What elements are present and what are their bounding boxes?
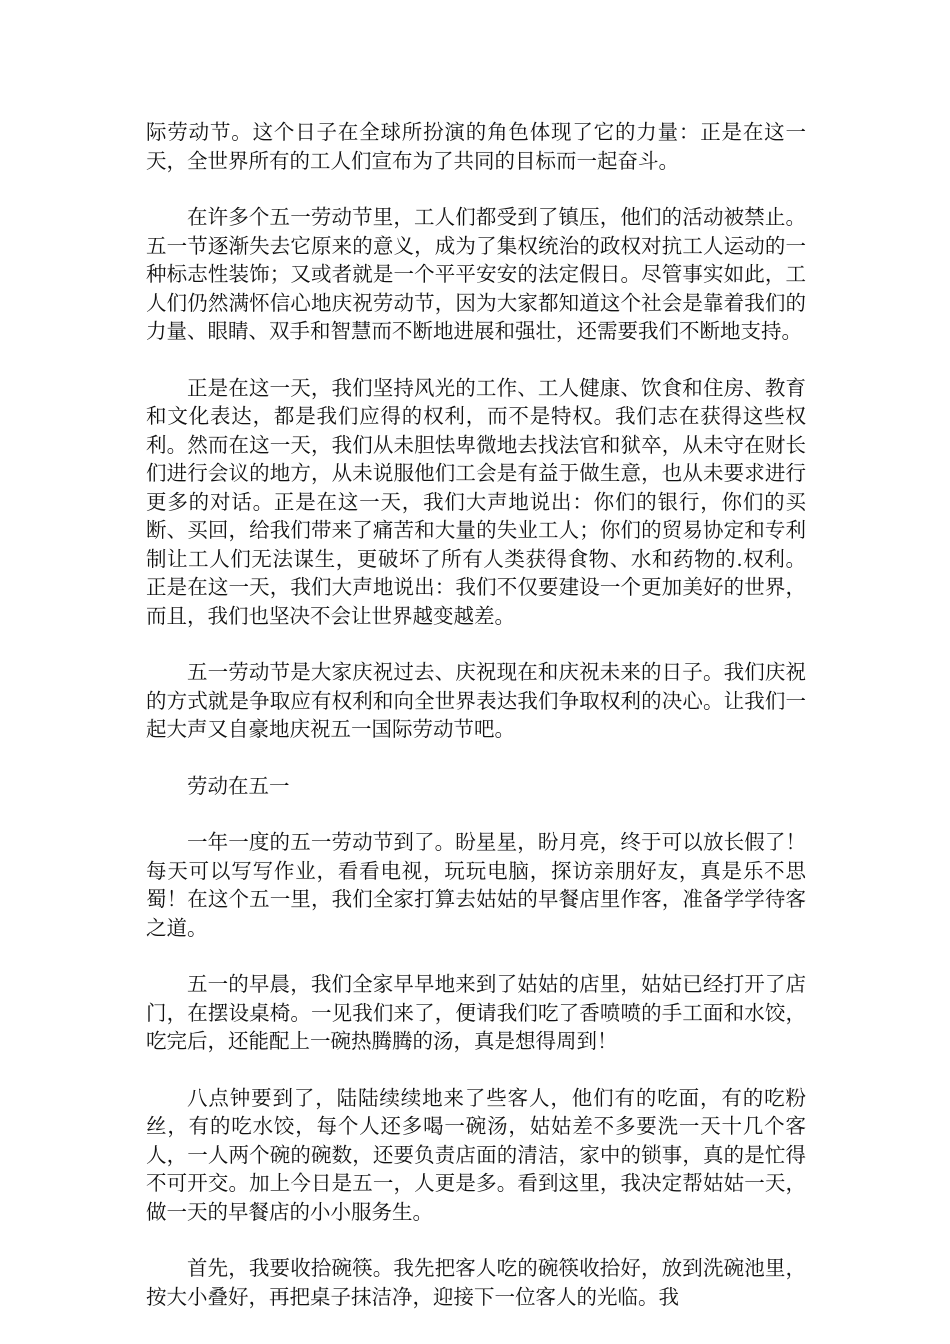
paragraph-suppression: 在许多个五一劳动节里，工人们都受到了镇压，他们的活动被禁止。五一节逐渐失去它原来的意义，成为了集权统治的政权对抗工人运动的一种标志性装饰；又或者就是一个平平安安的法定假日。尽管事实如此，工人们仍然满怀信心地庆祝劳动节，因为大家都知道这个社会是靠着我们的力量、眼睛、双手和智慧而不断地进展和强壮，还需要我们不断地支持。: [146, 205, 806, 343]
paragraph-dishes: 首先，我要收拾碗筷。我先把客人吃的碗筷收拾好，放到洗碗池里，按大小叠好，再把桌子抹洁净，迎接下一位客人的光临。我: [146, 1256, 806, 1309]
paragraph-celebration: 五一劳动节是大家庆祝过去、庆祝现在和庆祝未来的日子。我们庆祝的方式就是争取应有权利和向全世界表达我们争取权利的决心。让我们一起大声又自豪地庆祝五一国际劳动节吧。: [146, 660, 806, 741]
paragraph-customers: 八点钟要到了，陆陆续续地来了些客人，他们有的吃面，有的吃粉丝，有的吃水饺，每个人还多喝一碗汤，姑姑差不多要洗一天十几个客人，一人两个碗的碗数，还要负责店面的清洁，家中的锁事，真的是忙得不可开交。加上今日是五一，人更是多。看到这里，我决定帮姑姑一天，做一天的早餐店的小小服务生。: [146, 1085, 806, 1224]
paragraph-rights: 正是在这一天，我们坚持风光的工作、工人健康、饮食和住房、教育和文化表达，都是我们应得的权利，而不是特权。我们志在获得这些权利。然而在这一天，我们从未胆怯卑微地去找法官和狱卒，从未守在财长们进行会议的地方，从未说服他们工会是有益于做生意，也从未要求进行更多的对话。正是在这一天，我们大声地说出：你们的银行，你们的买断、买回，给我们带来了痛苦和大量的失业工人；你们的贸易协定和专利制让工人们无法谋生，更破坏了所有人类获得食物、水和药物的.权利。正是在这一天，我们大声地说出：我们不仅要建设一个更加美好的世界，而且，我们也坚决不会让世界越变越差。: [146, 375, 806, 628]
paragraph-continuation: 际劳动节。这个日子在全球所扮演的角色体现了它的力量：正是在这一天，全世界所有的工人们宣布为了共同的目标而一起奋斗。: [146, 120, 806, 173]
paragraph-holiday: 一年一度的五一劳动节到了。盼星星，盼月亮，终于可以放长假了！每天可以写写作业，看看电视，玩玩电脑，探访亲朋好友，真是乐不思蜀！在这个五一里，我们全家打算去姑姑的早餐店里作客，准备学学待客之道。: [146, 830, 806, 940]
section-title: 劳动在五一: [187, 773, 290, 798]
paragraph-morning: 五一的早晨，我们全家早早地来到了姑姑的店里，姑姑已经打开了店门，在摆设桌椅。一见我们来了，便请我们吃了香喷喷的手工面和水饺，吃完后，还能配上一碗热腾腾的汤，真是想得周到！: [146, 972, 806, 1053]
document-body: [146, 118, 806, 1339]
